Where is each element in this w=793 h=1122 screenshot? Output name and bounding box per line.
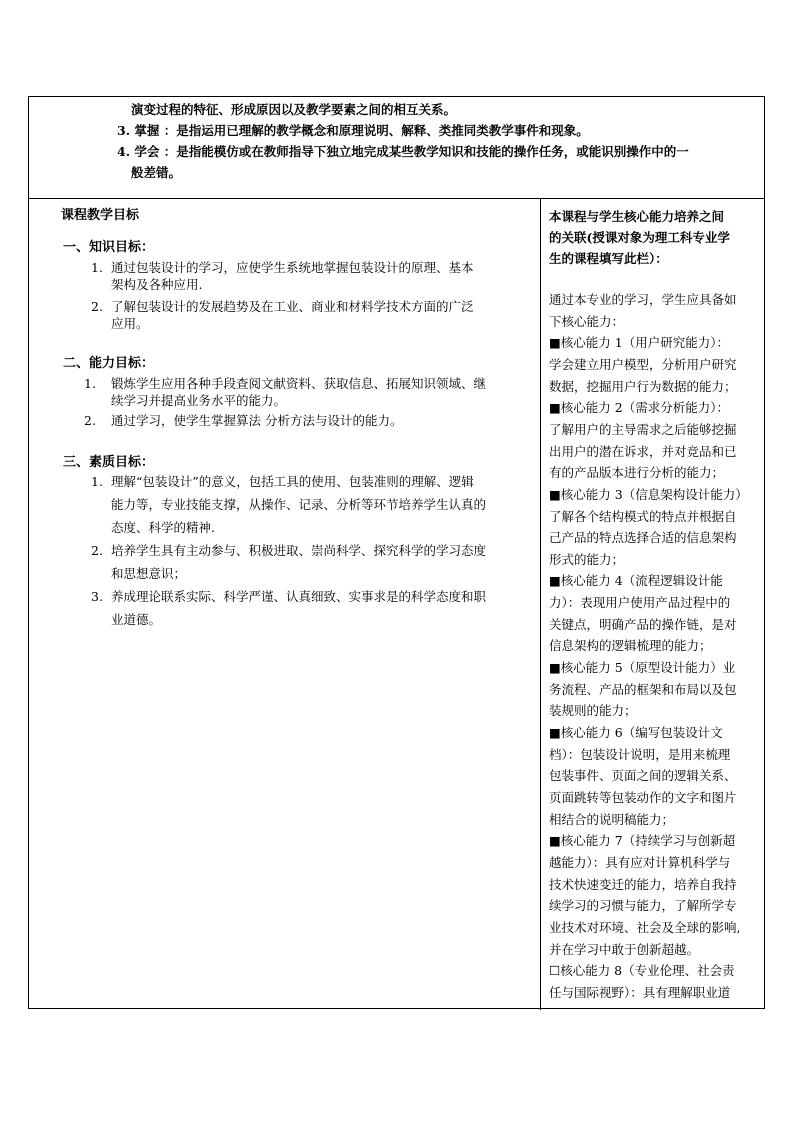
item-4-term: 学会 <box>134 144 160 159</box>
core-ability-line: 数据，挖掘用户行为数据的能力； <box>549 378 737 394</box>
core-ability-line: 并在学习中敢于创新超越。 <box>549 941 700 957</box>
core-ability-line: 了解各个结构模式的特点并根据自 <box>549 508 737 524</box>
core-ability-line: ■核心能力 3（信息架构设计能力） <box>549 486 748 502</box>
core-ability-line: 相结合的说明稿能力； <box>549 811 675 827</box>
ability-heading: 二、能力目标： <box>63 356 155 371</box>
quality-item-3-cont: 业道德。 <box>111 612 162 627</box>
core-ability-line: 包装事件、页面之间的逻辑关系、 <box>549 768 737 784</box>
left-cell <box>29 199 540 1010</box>
knowledge-item-1-cont: 架构及各种应用. <box>111 277 203 292</box>
quality-item-2-cont: 和思想意识； <box>111 566 187 581</box>
quality-heading: 三、素质目标： <box>63 455 155 470</box>
item-4-number: 4. <box>117 144 131 159</box>
core-ability-line: 业技术对环境、社会及全球的影响, <box>549 919 741 935</box>
right-cell <box>541 199 766 1010</box>
core-ability-line: ■核心能力 7（持续学习与创新超 <box>549 833 736 849</box>
core-ability-line: 越能力）：具有应对计算机科学与 <box>549 854 731 870</box>
ability-item-1-cont: 续学习并提高业务水平的能力。 <box>111 393 287 408</box>
core-ability-line: 务流程、产品的框架和布局以及包 <box>549 681 737 697</box>
core-ability-line: 通过本专业的学习，学生应具备如 <box>549 292 737 307</box>
core-ability-line: 装规则的能力； <box>549 703 637 719</box>
quality-item-2: 2. 培养学生具有主动参与、积极进取、崇尚科学、探究科学的学习态度 <box>91 543 487 558</box>
core-ability-line: ■核心能力 4（流程逻辑设计能 <box>549 573 723 589</box>
core-ability-line: 力）：表现用户使用产品过程中的 <box>549 595 731 611</box>
top-cell <box>29 97 764 199</box>
top-item-4 <box>117 143 689 160</box>
knowledge-item-2-cont: 应用。 <box>111 316 149 331</box>
core-ability-line: ■核心能力 6（编写包装设计文 <box>549 725 723 740</box>
core-ability-line: 页面跳转等包装动作的文字和图片 <box>549 789 737 805</box>
quality-item-1-cont-2: 态度、科学的精神. <box>111 520 215 535</box>
core-ability-line: 档）：包装设计说明，是用来梳理 <box>549 746 731 762</box>
core-ability-line: 下核心能力： <box>549 313 625 329</box>
core-ability-line: ■核心能力 1（用户研究能力）： <box>549 335 729 351</box>
core-ability-line: 有的产品版本进行分析的能力； <box>549 465 725 481</box>
core-ability-line: 了解用户的主导需求之后能够挖掘 <box>549 421 737 437</box>
knowledge-heading: 一、知识目标： <box>63 240 155 255</box>
right-title-2: 的关联(授课对象为理工科专业学 <box>549 230 730 245</box>
quality-item-3: 3. 养成理论联系实际、科学严谨、认真细致、实事求是的科学态度和职 <box>91 589 487 604</box>
core-ability-line: 学会建立用户模型，分析用户研究 <box>549 356 737 372</box>
core-ability-line: ■核心能力 5（原型设计能力）业 <box>549 660 736 676</box>
quality-item-1: 1. 理解“包装设计”的意义，包括工具的使用、包装准则的理解、逻辑 <box>91 474 474 489</box>
knowledge-item-2: 2. 了解包装设计的发展趋势及在工业、商业和材料学技术方面的广泛 <box>91 299 474 314</box>
top-item-3 <box>117 122 589 139</box>
quality-item-1-cont-1: 能力等，专业技能支撑，从操作、记录、分析等环节培养学生认真的 <box>111 497 487 512</box>
core-ability-line: ■核心能力 2（需求分析能力）： <box>549 400 729 416</box>
item-3-term: 掌握 <box>134 123 160 138</box>
core-ability-line: 出用户的潜在诉求，并对竞品和已 <box>549 443 737 459</box>
core-ability-line: 任与国际视野）：具有理解职业道 <box>549 984 731 1000</box>
knowledge-item-1: 1. 通过包装设计的学习，应使学生系统地掌握包装设计的原理、基本 <box>91 260 474 275</box>
item-3-number: 3. <box>117 123 131 138</box>
core-ability-line: ☐核心能力 8（专业伦理、社会责 <box>549 963 735 979</box>
left-title: 课程教学目标 <box>61 208 140 223</box>
course-objectives-table <box>28 96 765 1009</box>
core-ability-line: 形式的能力； <box>549 551 625 567</box>
right-title-3: 生的课程填写此栏）： <box>549 251 668 266</box>
top-item-4-continued: 般差错。 <box>131 165 182 180</box>
core-ability-line: 续学习的习惯与能力，了解所学专 <box>549 898 737 914</box>
core-ability-line: 关键点，明确产品的操作链，是对 <box>549 616 737 632</box>
right-title-1: 本课程与学生核心能力培养之间 <box>549 209 725 224</box>
ability-item-2: 2. 通过学习，使学生掌握算法 分析方法与设计的能力。 <box>84 413 403 428</box>
core-ability-line: 己产品的特点选择合适的信息架构 <box>549 530 737 546</box>
item-3-text: ：是指运用已理解的教学概念和原理说明、解释、类推同类教学事件和现象。 <box>163 123 589 138</box>
core-ability-line: 技术快速变迁的能力，培养自我持 <box>549 876 737 892</box>
core-ability-line: 信息架构的逻辑梳理的能力； <box>549 638 712 654</box>
item-4-text: ：是指能模仿或在教师指导下独立地完成某些教学知识和技能的操作任务，或能识别操作中的一 <box>163 144 689 159</box>
top-line-1: 演变过程的特征、形成原因以及教学要素之间的相互关系。 <box>131 102 457 117</box>
ability-item-1: 1. 锻炼学生应用各种手段查阅文献资料、获取信息、拓展知识领域、继 <box>84 376 487 391</box>
